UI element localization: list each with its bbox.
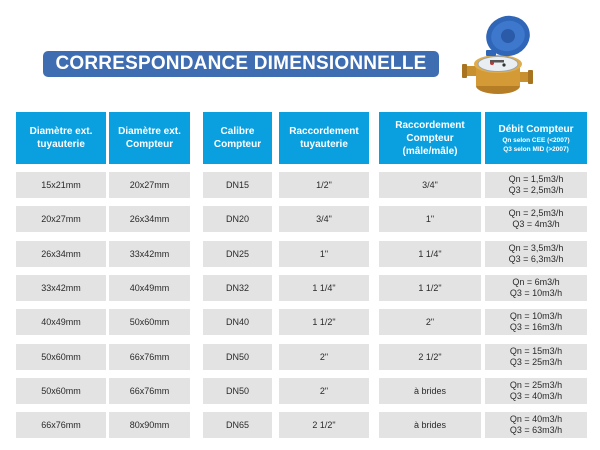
cell-debit <box>485 206 587 232</box>
cell-debit <box>485 412 587 438</box>
debit-qn: Qn = 40m3/h <box>509 414 563 424</box>
cell-diametre-compteur <box>109 309 190 335</box>
cell-calibre <box>203 172 272 198</box>
cell-debit <box>485 344 587 370</box>
cell-value: DN65 <box>225 419 249 430</box>
debit-q3: Q3 = 2,5m3/h <box>508 185 564 195</box>
cell-value: 26x34mm <box>129 213 170 224</box>
cell-value: 1" <box>425 213 435 224</box>
debit-q3: Q3 = 6,3m3/h <box>508 254 564 264</box>
cell-value: DN32 <box>225 282 249 293</box>
cell-value: à brides <box>413 385 447 396</box>
cell-raccordement-compteur <box>379 378 481 404</box>
debit-q3: Q3 = 10m3/h <box>509 288 563 298</box>
debit-qn: Qn = 3,5m3/h <box>508 243 564 253</box>
cell-diametre-compteur <box>109 206 190 232</box>
header-diametre-compteur: Diamètre ext. Compteur <box>109 112 190 164</box>
cell-value: 33x42mm <box>41 282 81 293</box>
cell-diametre-compteur <box>109 344 190 370</box>
cell-value: 1" <box>319 248 329 259</box>
cell-value: 1/2" <box>316 179 332 190</box>
cell-calibre <box>203 378 272 404</box>
cell-value: 66x76mm <box>129 385 170 396</box>
cell-calibre <box>203 275 272 301</box>
debit-q3: Q3 = 25m3/h <box>509 357 563 367</box>
cell-value: à brides <box>413 419 447 430</box>
page-title: CORRESPONDANCE DIMENSIONNELLE <box>43 51 439 77</box>
cell-debit <box>485 309 587 335</box>
cell-value: 66x76mm <box>41 419 81 430</box>
debit-qn: Qn = 15m3/h <box>509 346 563 356</box>
cell-raccordement-tuyauterie <box>279 412 369 438</box>
cell-diametre-tuyauterie <box>16 412 106 438</box>
debit-qn: Qn = 10m3/h <box>509 311 563 321</box>
cell-debit <box>485 172 587 198</box>
cell-value: 20x27mm <box>41 213 81 224</box>
cell-value: 80x90mm <box>129 419 170 430</box>
cell-raccordement-compteur <box>379 172 481 198</box>
debit-qn: Qn = 2,5m3/h <box>508 208 564 218</box>
cell-value: 2" <box>425 316 435 327</box>
cell-value: DN50 <box>225 385 249 396</box>
cell-calibre <box>203 206 272 232</box>
cell-value: DN20 <box>225 213 249 224</box>
cell-diametre-tuyauterie <box>16 378 106 404</box>
cell-calibre <box>203 344 272 370</box>
header-raccordement-tuyauterie: Raccordement tuyauterie <box>279 112 369 164</box>
debit-qn: Qn = 1,5m3/h <box>508 174 564 184</box>
cell-value: 2 1/2" <box>418 351 442 362</box>
cell-value: 15x21mm <box>41 179 81 190</box>
cell-value: 3/4" <box>422 179 438 190</box>
cell-diametre-tuyauterie <box>16 206 106 232</box>
cell-diametre-tuyauterie <box>16 241 106 267</box>
cell-value: DN40 <box>225 316 249 327</box>
cell-value: 66x76mm <box>129 351 170 362</box>
cell-value: 20x27mm <box>129 179 170 190</box>
debit-q3: Q3 = 4m3/h <box>512 219 560 229</box>
cell-raccordement-tuyauterie <box>279 206 369 232</box>
cell-debit <box>485 378 587 404</box>
cell-value: 40x49mm <box>41 316 81 327</box>
cell-raccordement-compteur <box>379 412 481 438</box>
cell-raccordement-compteur <box>379 241 481 267</box>
cell-raccordement-tuyauterie <box>279 172 369 198</box>
cell-value: 40x49mm <box>129 282 170 293</box>
debit-qn: Qn = 25m3/h <box>509 380 563 390</box>
cell-raccordement-tuyauterie <box>279 378 369 404</box>
cell-diametre-tuyauterie <box>16 344 106 370</box>
cell-value: 3/4" <box>316 213 332 224</box>
cell-value: DN15 <box>225 179 249 190</box>
cell-raccordement-compteur <box>379 309 481 335</box>
cell-value: DN50 <box>225 351 249 362</box>
cell-calibre <box>203 241 272 267</box>
cell-value: 1 1/2" <box>418 282 442 293</box>
cell-value: 50x60mm <box>41 351 81 362</box>
debit-q3: Q3 = 63m3/h <box>509 425 563 435</box>
debit-q3: Q3 = 40m3/h <box>509 391 563 401</box>
cell-debit <box>485 275 587 301</box>
cell-value: 2" <box>319 385 329 396</box>
header-diametre-tuyauterie: Diamètre ext. tuyauterie <box>16 112 106 164</box>
cell-raccordement-compteur <box>379 344 481 370</box>
header-raccordement-compteur: Raccordement Compteur (mâle/mâle) <box>379 112 481 164</box>
header-calibre-compteur: Calibre Compteur <box>203 112 272 164</box>
cell-value: 1 1/2" <box>312 316 336 327</box>
cell-diametre-tuyauterie <box>16 309 106 335</box>
header-debit-compteur: Débit Compteur Qn selon CEE (<2007) Q3 selon MID (>2007) <box>485 112 587 164</box>
cell-value: 1 1/4" <box>418 248 442 259</box>
cell-diametre-compteur <box>109 412 190 438</box>
water-meter-icon <box>462 8 534 100</box>
cell-value: 1 1/4" <box>312 282 336 293</box>
cell-diametre-tuyauterie <box>16 275 106 301</box>
debit-q3: Q3 = 16m3/h <box>509 322 563 332</box>
cell-value: 50x60mm <box>129 316 170 327</box>
cell-diametre-tuyauterie <box>16 172 106 198</box>
cell-raccordement-tuyauterie <box>279 241 369 267</box>
cell-value: 26x34mm <box>41 248 81 259</box>
cell-raccordement-tuyauterie <box>279 275 369 301</box>
cell-calibre <box>203 309 272 335</box>
cell-raccordement-tuyauterie <box>279 309 369 335</box>
cell-diametre-compteur <box>109 172 190 198</box>
cell-value: DN25 <box>225 248 249 259</box>
cell-diametre-compteur <box>109 275 190 301</box>
cell-diametre-compteur <box>109 378 190 404</box>
cell-diametre-compteur <box>109 241 190 267</box>
cell-value: 2" <box>319 351 329 362</box>
cell-value: 2 1/2" <box>312 419 336 430</box>
cell-calibre <box>203 412 272 438</box>
cell-raccordement-tuyauterie <box>279 344 369 370</box>
cell-value: 33x42mm <box>129 248 170 259</box>
cell-value: 50x60mm <box>41 385 81 396</box>
cell-raccordement-compteur <box>379 206 481 232</box>
cell-raccordement-compteur <box>379 275 481 301</box>
cell-debit <box>485 241 587 267</box>
debit-qn: Qn = 6m3/h <box>512 277 560 287</box>
